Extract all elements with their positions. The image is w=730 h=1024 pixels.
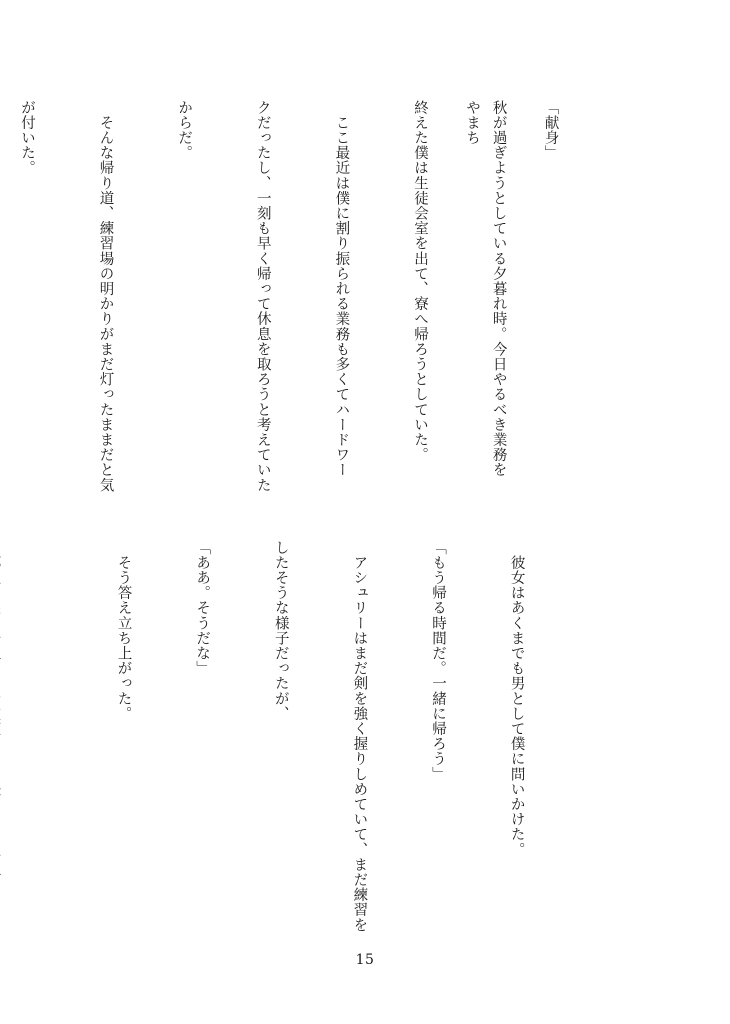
text-line: 「もう帰る時間だ。一緒に帰ろう」 — [429, 540, 446, 782]
author-name: やまち — [463, 100, 480, 146]
text-line: したそうな様子だったが、 — [272, 540, 289, 722]
text-line: 「ああ。そうだな」 — [194, 540, 211, 676]
story-title: 「献身」 — [542, 100, 559, 161]
text-line — [0, 540, 6, 940]
upper-text-block — [0, 100, 564, 500]
text-line: クだったし、一刻も早く帰って休息を取ろうと考えていた — [254, 100, 271, 493]
text-line: からだ。 — [176, 100, 193, 161]
text-line: 終えた僕は生徒会室を出て、寮へ帰ろうとしていた。 — [411, 100, 428, 463]
text-line: ここ最近は僕に割り振られる業務も多くてハードワー — [333, 100, 350, 478]
text-line: そう答え立ち上がった。 — [115, 540, 132, 722]
text-line: 秋が過ぎようとしている夕暮れ時。今日やるべき業務を — [490, 100, 507, 478]
lower-text-block — [0, 540, 582, 940]
text-line: 彼女はあくまでも男として僕に問いかけた。 — [508, 540, 525, 858]
text-line: アシュリーはまだ剣を強く握りしめていて、まだ練習を — [351, 540, 368, 933]
text-line: そんな帰り道、練習場の明かりがまだ灯ったままだと気 — [97, 100, 114, 493]
text-line: が付いた。 — [18, 100, 35, 176]
page-number: 15 — [355, 952, 375, 968]
